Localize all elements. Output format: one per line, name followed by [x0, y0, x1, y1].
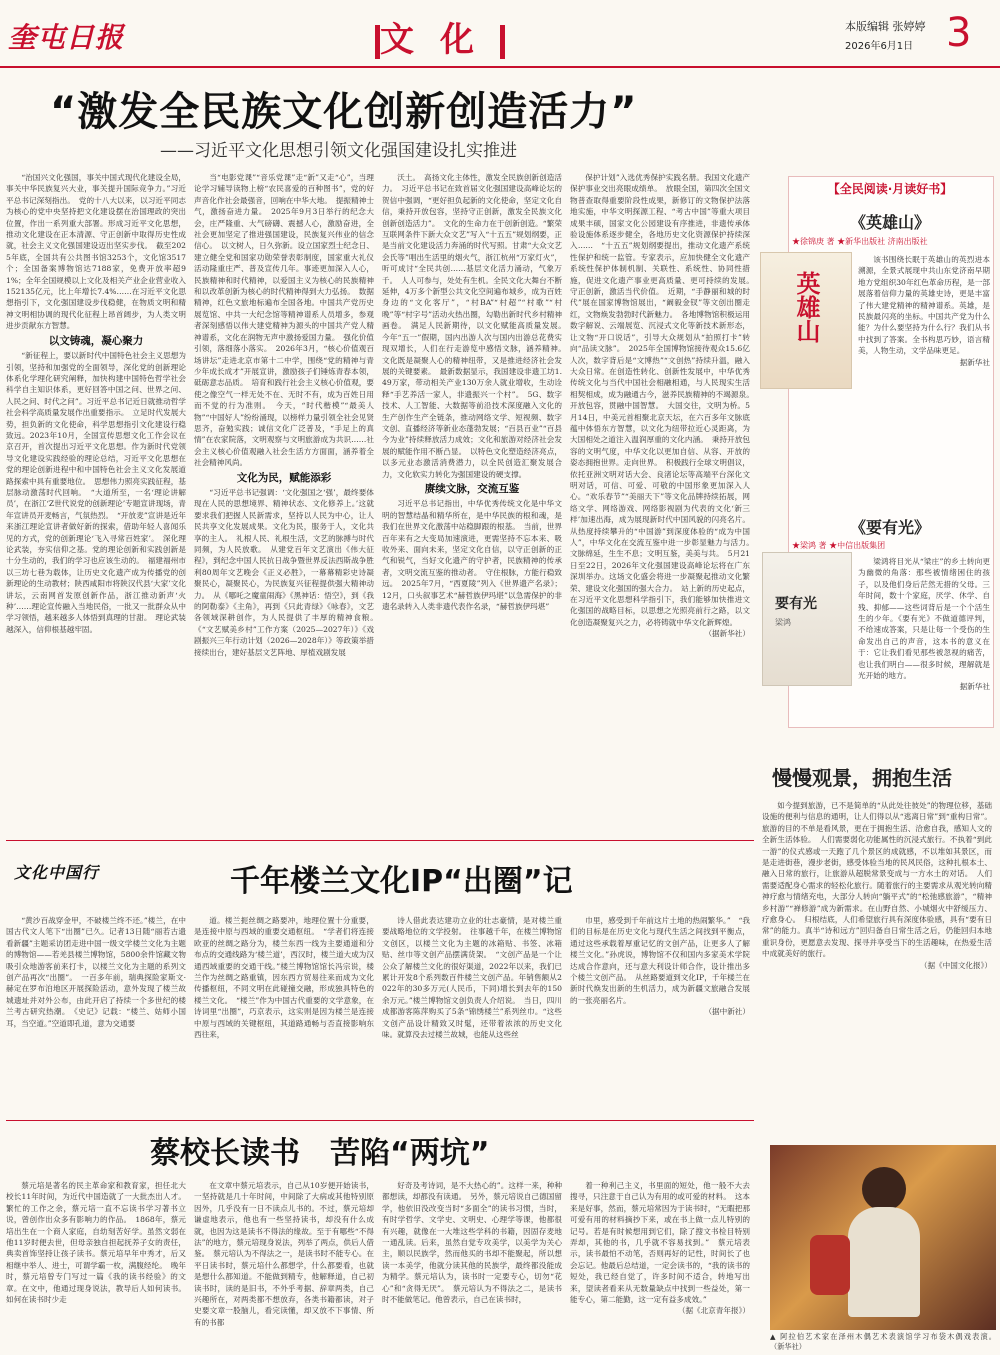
lead-col2-text: 当“电影党课”“音乐党课”走“新”又走“心”，当理论学习辅导读物上榜“农民喜爱的百种图书”，党的好声音化作社会最强音，回响在中华大地。 提振精神士气，激扬奋进力量。 2025年9月3日举行的纪念大会，庄严隆重、大气磅礴、震撼人心，激励奋进，全社会更加坚定了推进强国建设，民族复兴伟业的信念信心。 以文树人，日久弥新。设立国家烈士纪念日、建立健全党和国家功勋荣誉表彰制度，国家重大礼仪活动隆重庄严、普及宣传几年。事迹更加深入人心，民族精神和时代精神，以爱国主义为核心的民族精神和以改革创新为核心的时代精神得到大力弘扬。 数据精神，红色文旅地标遍布全国各地。中国共产党历史展览馆、中共一大纪念馆等精神谱系人员增多，参观者深刻感悟以伟大建党精神为源头的中国共产党人精神谱系，文化在润物无声中激扬爱国力量。 强化价值引领，落细落小落实。 2026年3月，“核心价值观百场讲坛”走进北京市第十二中学，围绕“党的精神与青少年成长成才”开展宣讲，激励孩子们锤炼青春本领，砥砺意志品质。 培育和践行社会主义核心价值观，要使之像空气一样无处不在、无时不有，成为百姓日用而不觉的行为准则。 今天，“时代楷模”“最美人物”“中国好人”纷纷涌现，以榜样力量引领全社会见贤思齐，奋勉实践；诚信文化广泛普及，“手足上的真情”在农家院落，文明观察与文明旅游成为共识……社会主义核心价值观融入社会生活方方面面，涵养着全社会精神风尚。: [194, 173, 374, 468]
essay-source: （据《中国文化报》）: [919, 960, 992, 970]
column-logo: 文化中国行: [14, 863, 100, 882]
cai-col1-text: 蔡元培是著名的民主革命家和教育家，担任北大校长11年时间，为近代中国造就了一大批杰出人才。繁忙的工作之余，蔡元培一直不忘读书学习著书立说，曾创作出众多有影响力的作品。 1868年，蔡元培出生在一个商人家庭，自幼刻苦好学。虽然文弱在他11岁时便去世，但母亲独自担起抚养子女的责任，典卖首饰坚持让孩子读书。蔡元培早年中秀才，后又相继中举人、进士，可谓学霸一枚，满腹经纶。 晚年时，蔡元培曾专门写过一篇《我的读书经验》的文章。在文中，他通过现身说法，教导后人如何读书。如何在读书时少走: [6, 1181, 186, 1305]
section-divider-1: [6, 840, 754, 841]
performer-figure: [862, 1167, 906, 1211]
photo-caption-text: ▲ 阿拉伯艺术家在泽州木偶艺术表演馆学习布袋木偶戏表演。: [770, 1332, 996, 1341]
loulan-column-1: [6, 915, 186, 1115]
loulan-col3-text: 诗人借此表达建功立业的壮志豪情，是对楼兰重要战略地位的文学投射。 往事越千年，在楼兰博物馆文创区，以楼兰文化为主题的冰箱贴、书签、冰箱贴、丝巾等文创产品摆满货架。 “文创产品是一个让公众了解楼兰文化的很好渠道，2022年以来，我们已累计开发8个系列数百件楼兰文创产品。年销售额从2022年的30多万元(人民币，下同)增长到去年的150余万元。”楼兰博物馆文创负责人介绍说。 当日，四川成都游客陈萍购买了5条“锦绣楼兰”系列丝巾。“这些文创产品设计精致又时髦，还带着浓浓的历史文化味。就算没去过楼兰故城，也能从这些丝: [382, 916, 562, 1040]
cai-col2-text: 在文章中蔡元培表示，自己从10岁便开始读书，一坚持就是几十年时间，中间除了大病或其他特别原因外，几乎没有一日不读点儿书的。不过，蔡元培却谦虚地表示，他也有一些坚持读书，却没有什么成就，也因为这是读书不得法的缘故。至于有哪些“不得法”的地方，蔡元培现身说法，列举了两点，供后人借鉴。 蔡元培认为不得法之一，是读书时不能专心。在平日读书时，蔡元培什么都想学，什么都要看，也就是想什么都知道。不能做到精专，他解释道，自己初读书时，读的是旧书，不外乎考据、辞章两类，自己兴趣所在，对两类都不想放弃，各类书籍都读，对子史要文章一股脑儿，看完读懂，却又放不下事情、所有的书都: [194, 1181, 374, 1327]
loulan-column-4: [570, 915, 750, 1115]
essay-title: 慢慢观景，拥抱生活: [772, 766, 952, 790]
loulan-col1-text: “黄沙百战穿金甲，不破楼兰终不还。”楼兰，在中国古代文人笔下“出圈”已久。记者13日随“丽若古遗看新疆”主题采访团走进中国一级文学楼兰文化为主题的博物馆——若羌县楼兰博物馆，5800余件馆藏文物吸引众地游客前来打卡，以楼兰文化为主题的系列文创产品再次“出圈”。 一百多年前，瑞典探险家斯文·赫定在罗布泊地区开展探险活动，意外发现了楼兰故城遗址并对外公布，由此开启了持续一个多世纪的楼兰考古研究热潮。 《史记》记载：“楼兰、姑师小国耳，当空道。”空道即孔道，意为交通要: [6, 916, 186, 1028]
lead-col4-text: 保护计划”入选优秀保护实践名册。我国文化遗产保护事业交出亮眼成绩单。 放眼全国，第四次全国文物普查取得重要阶段性成果，新修订的文物保护法落地实施，中华文明探源工程、“考古中国”等重大项目成果丰硕，国家文化公园建设有序推进，非遗传承体验设施体系逐步健全，各地历史文化资源保护持续深入…… “十五五”规划纲要提出，推动文化遗产系统性保护和统一监管。专家表示，应加快健全文化遗产系统性保护体制机制、关联性、系统性、协同性措施，促进文化遗产事业更高质量、更可持续的发展。 守正创新，激活当代价值。 近期，“手静丽和城的时代”展在国家博物馆展出，“阚毅金钗”等文创出圈走红，文物焕发勃勃时代新魅力。 各地博物馆积极运用数字解说、云端展览、沉浸式文化等新技术新形态，让文物“开口说话”，引导大众规划从“拍照打卡”转向“品读文脉”。 2025年全国博物馆接待观众15.6亿人次，数字背后是“文博热”“文创热”持续升温，融入大众日常。在创造性转化、创新性发展中，中华优秀传统文化与当代中国社会相融相通，与人民现实生活相契相成，成为融通古今，滋养民族精神的不竭源泉。 开放包容，贯融中国智慧。 大国交往，文明为桥。5月14日，中美元首相聚北京天坛，在六百多年文脉底蕴中体悟东方智慧，以文化为纽带拉近心灵距离，为大国相处之道注入温润厚重的文化内涵。 秉持开放包容的文明气度，中华文化以更加自信、从容、开放的姿态拥抱世界。走向世界。 积极践行全球文明倡议，依托亚洲文明对话大会、良渚论坛等高端平台深化文明对话，可信、可爱、可敬的中国形象更加深入人心。“欢乐春节”“美丽天下”等文化品牌持续拓展，网络文学、网络游戏、网络影视剧为代表的文化‘新三样’加速出海，成为展现新时代中国风貌的闪亮名片。从热度持续攀升的“中国游”到深度体验的“成为中国人”，中华文化在交流互鉴中进一步彰显魅力与活力。 文脉绵延，生生不息；文明互鉴，美美与共。 5月21日至22日，2026年文化强国建设高峰论坛将在广东深圳举办。这场文化盛会将进一步凝聚起推动文化繁荣、建设文化强国的强大合力。 站上新的历史起点，在习近平文化思想科学指引下，我们能够加快推进文化强国的战略目标，以思想之光照亮前行之路，以文化创造凝聚复兴之力，必将铸就中华文化新辉煌。: [570, 173, 758, 627]
lead-column-4: [570, 172, 758, 827]
essay-body: [762, 800, 992, 1020]
lead-subhead-2: 文化为民，赋能添彩: [236, 471, 332, 484]
section-divider-2: [6, 1120, 754, 1121]
cai-col4-text: 着一种利己主义，书里面的短处，他一般不大去搜寻，只注意于自己认为有用的或可爱的材料。 这本来是好事，然而，蔡元培常因为于读书时，“无暇把那可爱有用的材料摘抄下来，或在书上做一点儿特别的记号。若是有时候想用到它们，除了搜文书检目特别弄却，其他的书，几乎就不容易找到。” 蔡元培表示，读书最怕不动笔，否则再好的记性，时间长了也会忘记。他最后总结道，一定会读书的，“我的读书的短处，我已经自觉了，许多时间不适合，转地写出来，望读者看来从无数量缺点中找到一些益处，第一能专心，第二能勤，这一定有益多成效。”: [570, 1181, 750, 1305]
book2-cover-title: 要有光: [775, 596, 817, 612]
page-number: 3: [946, 10, 972, 56]
lead-subhead-1: 以文铸魂，凝心聚力: [48, 334, 144, 347]
lead-subtitle: ——习近平文化思想引领文化强国建设扎实推进: [160, 141, 517, 161]
loulan-column-3: [382, 915, 562, 1115]
book1-source: 据新华社: [959, 357, 990, 367]
lead-col2b-text: “习近平总书记强调：‘文化强国之‘强’，最终要体现在人民的思想境界、精神状态、文化修养上。’这就要求我们把握人民新需求，坚持以人民为中心，让人民共享文化发展成果。文化为民，服务于人，文化共享的主人。 礼根人民、礼根生活，文艺的脉搏与时代同频，为人民放歌。 从建党百年文艺演出《伟大征程》，到纪念中国人民抗日战争暨世界反法西斯战争胜利80周年文艺晚会《正义必胜》，一幕幕精彩史诗凝聚民心，凝聚民心，为民族复兴征程提供强大精神动力。 从《哪吒之魔童闹海》《黑神话：悟空》，到《我的阿勒泰》《主角》，再到《只此青绿》《咏春》，文艺各领域深耕创作，为人民提供了丰厚的精神食粮。 《“文艺赋美乡村”工作方案（2025—2027年）》《戏剧振兴三年行动计划（2026—2028年）》等政策举措接续出台，建好基层文艺阵地、厚植戏剧发展: [194, 487, 382, 657]
cai-headline: 蔡校长读书 苦陷“两坑”: [150, 1136, 490, 1171]
book-box-title: 【全民阅读·月读好书】: [827, 182, 953, 196]
lead-source: （据新华社）: [704, 629, 750, 639]
lead-column-2: [194, 172, 382, 827]
section-bar-right: [500, 25, 505, 59]
puppet-show-photo: [770, 1145, 996, 1330]
loulan-headline: 千年楼兰文化IP“出圈”记: [230, 864, 573, 899]
book1-description: [858, 254, 990, 509]
book2-source: 据新华社: [959, 682, 990, 692]
cai-col3-text: 好奇及考诗词，是不大热心的”。这样一来，种种都想读，却都没有读通。 另外，蔡元培说自己德国留学，他依旧没改变当时“多面全”的读书习惯，当时，有时学哲学、文学史、文明史、心理学等课，他都很有兴趣，就像在一大堆这些学科的书籍，因固存麦地一通乱读。后来，虽然自觉专攻美学，以美学为关心主，顺以民族学，然而他买的书却不能聚起，所以想读一本美学，他就分读其他的民族学，最终都没能成为精学。蔡元培认为，读书时一定要专心，切勿“花心”和“贪得无厌”。 蔡元培认为不得法之二，是读书时不能做笔记。他曾表示，自己在读书时，: [382, 1181, 562, 1305]
page-editor: 本版编辑 张婷婷: [845, 20, 926, 33]
book1-title: 《英雄山》: [849, 213, 930, 232]
puppet-figure: [810, 1235, 850, 1295]
book1-cover: [760, 252, 852, 389]
book1-cover-title: 英雄山: [792, 271, 821, 343]
book1-desc-text: 该书围绕长眠于英雄山的英烈进本溯源，全景式展现中共山东党济南早期地方党组织30年红色革命历程，是一部展落着信仰力量的英雄史诗，更是丰富了伟大建党精神的精神谱系。英雄，是民族最闪亮的坐标。中国共产党为什么能？为什么要坚持为什么行？我们从书中找到了答案。全书构思巧妙，语言精美，人物生动，文学品味更足。: [858, 255, 990, 356]
newspaper-logo: 奎屯日报: [8, 21, 125, 54]
book2-cover: [762, 552, 852, 686]
lead-headline: “激发全民族文化创新创造活力”: [50, 89, 638, 135]
loulan-column-2: [194, 915, 374, 1115]
masthead-rule: [0, 66, 1000, 68]
cai-column-3: [382, 1180, 562, 1348]
cai-source: （据《北京青年报》）: [677, 1306, 750, 1316]
cai-column-1: [6, 1180, 186, 1348]
loulan-col2-text: 道。楼兰扼丝绸之路要冲，地理位置十分重要，是连接中原与西域的重要交通枢纽。 “学者们将连接欧亚的丝绸之路分为，楼兰东西一线为主要通道和分布点的交通线路为‘楼兰道’，西汉时，楼兰道大成为汉通西域重要的交通干线。”楼兰博物馆馆长冯宗说，楼兰作为丝绸之路重镇，因东西方贸易往来而成为文化传播枢纽，不同文明在此碰撞交融，形成独具特色的楼兰文化。 “楼兰”作为中国古代重要的文学意象，在诗词里“出圈”，巧京表示，这实则是因为楼兰是连接中原与西域的关键枢纽，其道路通畅与否直接影响东西往来，: [194, 916, 374, 1040]
page-date: 2026年6月1日: [845, 41, 914, 52]
photo-caption: [770, 1332, 996, 1354]
lead-col1b-text: “新征程上，要以新时代中国特色社会主义思想为引领，坚持和加强党的全面领导，深化党的创新理论体系化学理化研究阐释，加快构建中国特色哲学社会科学自主知识体系，更好回答中国之问、世界之问、人民之问、时代之问”。习近平总书记近日就推动哲学社会科学高质量发展作出重要指示。 立足时代发展大势，担负新的文化使命，科学思想指引文化建设行稳致远。2023年10月，全国宣传思想文化工作会议在京召开，首次提出习近平文化思想。作为新时代党领导文化建设实践经验的理论总结，习近平文化思想在党的理论创新进程中和中国特色社会主义文化发展道路探索中具有重要地位。 思想伟力照亮实践征程，基层脉动激荡时代回响。 “大道所至，一名‘理论讲解员’，在浙江‘Z世代说党的创新理论’专题宣讲现场，青年宣讲员开麦畅言，气氛热烈。 “开放麦”宣讲是近年来浙江理论宣讲者做好新的探索，借助年轻人喜闻乐见的方式，党的创新理论‘飞入寻常百姓家’。 深化理论武装，夯实信仰之基。党的理论创新和实践创新是十分生动的，我们的学习也应该生动的。 福建福州市以三坊七巷为载体，让历史文化遗产成为传播党的创新理论的生动教材；陕西咸阳市将陕汉代县‘大家’文化讲坛，云南网首发原创新作品，浙江推动新声‘火种’……理论宣传融入当地民俗，一批又一批群众从中学习领悟，越来越多人体悟到真理的甘甜。 理论武装越深入，信仰根基越牢固。: [6, 351, 186, 634]
book2-cover-author: 梁鸿: [775, 618, 791, 627]
lead-col3-text: 沃土。 高扬文化主体性，激发全民族创新创造活力。 习近平总书记在致首届文化强国建设高峰论坛的贺信中强调，“更好担负起新的文化使命，坚定文化自信，秉持开放包容，坚持守正创新，激发全民族文化创新创造活力”。 文化的生命力在于创新创造。“繁荣互联网条件下新大众文艺”写入“十五五”规划纲要，正是当前文化建设活力奔涌的时代写照。甘肃“大众文艺会氏等”唱出生活里的烟火气，浙江杭州“万家灯火”，听可成讨“全民共创……基层文化活力涌动，气象万千。 人人可参与，处处有生机。全民文化大舞台不断延伸，4万多个新型公共文化空间遍布城乡，成为百姓身边的“文化客厅”，“村BA”“村超”“村歌”“村晚”等“村字号”活动火热出圈，勾勒出新时代乡村精神画卷。 满足人民新期待，以文化赋能高质量发展。 今年“五一”假期，国内出游人次与国内出游总花费实现双增长，人们在行走游览中感悟文脉，涵养精神。 文化既是凝聚人心的精神纽带，又是推进经济社会发展的关键要素。 最新数据显示，我国建设非遗工坊1.49万家，带动相关产业130万余人就业增收，生动诠释“手艺养活一家人，非遗振兴一个村”。 5G、数字技术、人工智能、大数据等前沿技术深度融入文化的生产创作生产全链条，推动网络文学、短视频、数字文创、直播经济等新业态蓬勃发展；“百县百业”“百县今为业”持续释放活力成效；文化和旅游对经济社会发展的赋能作用不断凸显。 以特色文化塑造经济亮点，以多元业态激活消费潜力，以全民创造汇聚发展合力，文化软实力转化为强国建设的硬支撑。: [382, 173, 570, 479]
book2-description: [858, 556, 990, 724]
lead-col1-text: “治国兴文化强国，事关中国式现代化建设全局，事关中华民族复兴大业，事关提升国际竞争力。”习近平总书记深刻指出。 党的十八大以来，以习近平同志为核心的党中央坚持把文化建设摆在治国理政的突出位置，作出一系列重大部署。形成习近平文化思想，推动文化建设在正本清源、守正创新中取得历史性成就，社会主义文化强国建设迈出坚实步伐。 截至2025年底，全国共有公共图书馆3253个，文化馆3517个；全国备案博物馆达7188家，免费开放率超91%；全年全国规模以上文化及相关产业企业营业收入152135亿元，比上年增长7.4%……在习近平文化思想指引下，文化强国建设步伐稳健，在物质文明和精神文明相协调的现代化征程上昂首阔步，为人类文明进步贡献东方智慧。: [6, 173, 186, 331]
section-name: 文化: [380, 20, 500, 60]
lead-column-3: [382, 172, 570, 827]
section-title: [375, 12, 505, 61]
lead-col3b-text: 习近平总书记指出，中华优秀传统文化是中华文明的智慧结晶和精华所在，是中华民族的根和魂，是我们在世界文化激荡中站稳脚跟的根基。 当前，世界百年来有之大变局加速演进，更需坚持不忘本来、吸收外来、面向未来，坚定文化自信，以守正创新的正气和锐气，当好文化遗产的守护者，民族精神的传承者，文明交流互鉴的推动者。 守住根脉，方能行稳致远。 2025年7月，“西夏陵”列入《世界遗产名录》；12月，口头叙事艺术“赫哲族伊玛堪”以急需保护的非遗名录转入人类非遗代表作名录，“赫哲族伊玛堪”: [382, 499, 562, 612]
book2-meta: ★梁鸿 著 ★中信出版集团: [792, 541, 886, 550]
lead-subhead-3: 赓续文脉，交流互鉴: [424, 482, 520, 495]
photo-source: （新华社）: [770, 1342, 806, 1351]
lead-column-1: [6, 172, 186, 827]
book1-meta: ★徐锦庚 著 ★新华出版社 济南出版社: [792, 237, 928, 246]
loulan-col4-text: 巾里，感受到千年前这片土地的热闹繁华。” “我们的目标是在历史文化与现代生活之间找到平衡点，通过这些承载着厚重记忆的文创产品，让更多人了解楼兰文化。”孙虎说，博物馆不仅和国内多家美术学院达成合作意向，还与意大利设计师合作，设计推出多个楼兰文创产品。 从丝路要道到文化IP，千年楼兰在新时代焕发出新的生机活力，成为新疆文旅融合发展的一张亮丽名片。: [570, 916, 750, 1005]
cai-column-4: [570, 1180, 750, 1348]
loulan-source: （据中新社）: [704, 1007, 750, 1017]
book2-title: 《要有光》: [849, 518, 930, 537]
cai-column-2: [194, 1180, 374, 1348]
performer-body: [848, 1207, 920, 1317]
essay-body-text: 如今提到旅游，已不是简单的“从此处往彼处”的物理位移，基础设施的便利与信息的通明，让人们得以从“逃离日常”到“重构日常”。旅游的目的不单是看风景，更在于拥抱生活、洽愈自我，感知人文的全新生活体验。 人们需要弱化功能属性的沉浸式旅行。不执着“到此一游”的仪式感或一天跑了几个景区的成就感，不以堆如其景区，而是走进街巷，漫步老街，感受体验当地的民风民俗，这种扎根本土、融入日常的旅行，让旅游从超脱常景变成与一方水土的对话。 人们需要适配身心需求的轻松化旅行。随着旅行的主要需求从观光转向精神疗愈与情绪充电，大部分人转向“躺平式”的“松弛感旅游”，“精神乡村游”“禅修游”成为新需求。在山野自然、小城烟火中舒缓压力、疗愈身心。 归根结底，人们希望旅行具有深度体验感，具有“要有日常”的能力。真半“诗和远方”回归备自日常生活之后，仍能回归本地重识身份，更愿意去发现、探寻并享受当下的生活趣味，在热爱生活中成就美好的旅行。: [762, 801, 992, 959]
book2-desc-text: 梁鸿将目光从“梁庄”的乡土转向更为幽微的角落：那些被情绪困住的孩子，以及他们身后茫然无措的父母。三年时间，数十个家庭，厌学、休学、自残、抑郁——这些词背后是一个个活生生的少年。《要有光》不做道德评判，不给速成答案，只是让每一个受伤的生命发出自己的声音，这本书的意义在于：它让我们看见那些被忽视的痛苦，也让我们明白——很多时候，理解就是光开始的地方。: [858, 557, 990, 681]
